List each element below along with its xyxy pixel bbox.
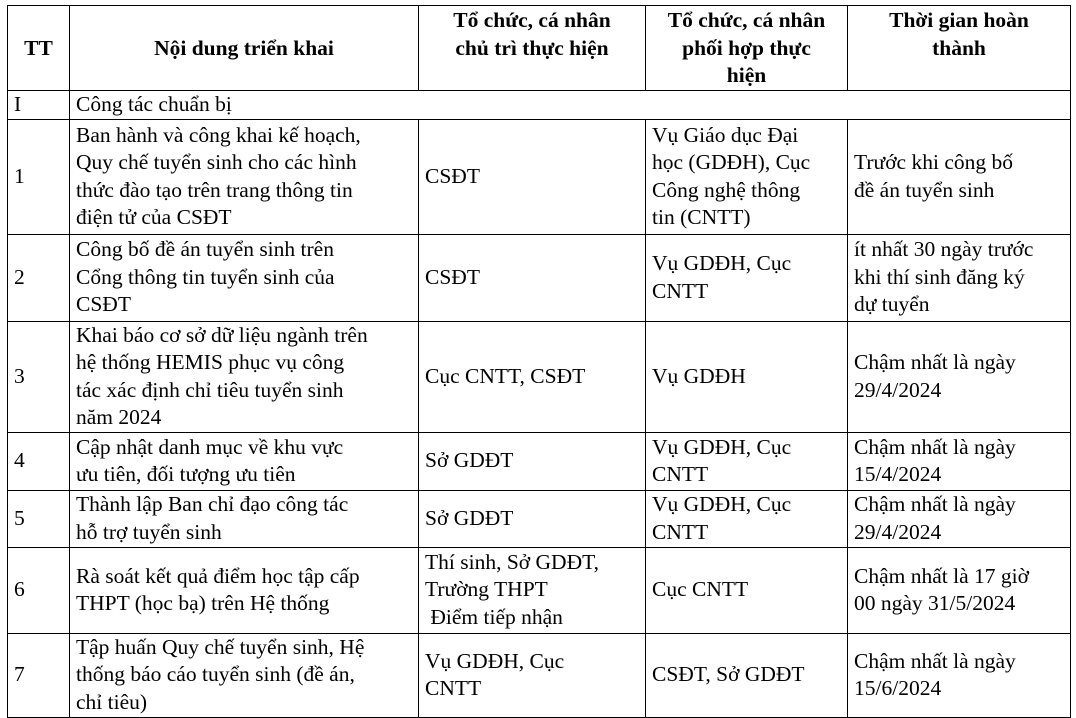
header-deadline [848, 6, 1071, 91]
row-coordinating-unit-line: CSĐT, Sở GDĐT [652, 662, 805, 687]
row-deadline [848, 633, 1071, 717]
header-lead [419, 6, 646, 91]
row-number: 6 [8, 547, 70, 633]
row-content-line: chỉ tiêu) [76, 689, 148, 714]
row-lead-unit-line: Vụ GDĐH, Cục [425, 648, 565, 673]
row-deadline [848, 547, 1071, 633]
row-coordinating-unit-line: Vụ Giáo dục Đại [652, 122, 799, 147]
row-deadline [848, 234, 1071, 321]
row-content-line: năm 2024 [76, 405, 162, 429]
row-content [70, 547, 419, 633]
row-lead-unit-line: Điểm tiếp nhận [425, 604, 563, 629]
row-number: 3 [8, 321, 70, 432]
row-number: 1 [8, 119, 70, 234]
row-lead-unit-line: Trường THPT [425, 577, 548, 602]
header-lead-line: Tổ chức, cá nhân [453, 8, 611, 32]
row-deadline-line: Trước khi công bố [854, 150, 1013, 174]
table-row [8, 490, 1071, 547]
row-content [70, 321, 419, 432]
row-deadline-line: 15/4/2024 [854, 462, 942, 486]
table-row [8, 119, 1071, 234]
row-content-line: Rà soát kết quả điểm học tập cấp [76, 563, 360, 588]
header-content: Nội dung triển khai [70, 6, 419, 91]
row-coordinating-unit-line: Vụ GDĐH, Cục [652, 434, 792, 459]
row-content-line: thức đào tạo trên trang thông tin [76, 177, 353, 202]
row-content-line: điện tử của CSĐT [76, 205, 232, 229]
row-coordinating-unit-line: Cục CNTT [652, 577, 749, 602]
row-deadline-line: Chậm nhất là ngày [854, 350, 1016, 374]
row-coordinating-unit-line: tin (CNTT) [652, 205, 751, 229]
row-number: 4 [8, 432, 70, 490]
row-coordinating-unit-line: CNTT [652, 278, 709, 303]
row-content [70, 119, 419, 234]
row-content [70, 432, 419, 490]
row-coordinating-unit-line: Vụ GDĐH, Cục [652, 251, 792, 275]
row-content [70, 490, 419, 547]
table-row [8, 234, 1071, 321]
row-deadline-line: Chậm nhất là 17 giờ [854, 563, 1029, 588]
row-lead-unit [419, 547, 646, 633]
row-content-line: Cập nhật danh mục về khu vực [76, 434, 344, 459]
row-content-line: Ban hành và công khai kế hoạch, [76, 122, 361, 147]
row-deadline-line: 15/6/2024 [854, 676, 942, 700]
row-number: 7 [8, 633, 70, 717]
deployment-plan-table [7, 5, 1071, 718]
table-row [8, 547, 1071, 633]
row-deadline-line: ít nhất 30 ngày trước [854, 237, 1034, 262]
row-deadline-line: 00 ngày 31/5/2024 [854, 591, 1016, 615]
row-content-line: Tập huấn Quy chế tuyển sinh, Hệ [76, 634, 365, 659]
row-lead-unit-line: CSĐT [425, 163, 480, 188]
row-deadline [848, 119, 1071, 234]
row-content-line: Cổng thông tin tuyển sinh của [76, 264, 335, 289]
row-coordinating-unit [646, 432, 848, 490]
row-content-line: CSĐT [76, 292, 131, 317]
row-content-line: Quy chế tuyển sinh cho các hình [76, 150, 357, 174]
row-coordinating-unit [646, 321, 848, 432]
row-deadline-line: 29/4/2024 [854, 377, 942, 402]
row-coordinating-unit [646, 633, 848, 717]
row-content [70, 234, 419, 321]
header-coord-line: phối hợp thực [682, 35, 811, 60]
row-lead-unit [419, 432, 646, 490]
row-coordinating-unit [646, 547, 848, 633]
table-row [8, 321, 1071, 432]
row-deadline-line: Chậm nhất là ngày [854, 648, 1016, 673]
row-number: 5 [8, 490, 70, 547]
row-content-line: THPT (học bạ) trên Hệ thống [76, 591, 330, 615]
row-content [70, 633, 419, 717]
row-deadline-line: đề án tuyển sinh [854, 177, 995, 202]
row-lead-unit-line: Cục CNTT, CSĐT [425, 363, 586, 388]
row-content-line: hệ thống HEMIS phục vụ công [76, 350, 345, 374]
row-content-line: Thành lập Ban chỉ đạo công tác [76, 492, 349, 516]
header-lead-line: chủ trì thực hiện [455, 35, 609, 60]
row-content-line: ưu tiên, đối tượng ưu tiên [76, 462, 296, 486]
row-coordinating-unit-line: Công nghệ thông [652, 177, 801, 202]
row-content-line: tác xác định chỉ tiêu tuyển sinh [76, 377, 344, 402]
row-deadline-line: Chậm nhất là ngày [854, 492, 1016, 516]
row-lead-unit [419, 321, 646, 432]
row-lead-unit [419, 490, 646, 547]
table-header-row [8, 6, 1071, 91]
row-lead-unit-line: CNTT [425, 676, 482, 700]
row-deadline [848, 432, 1071, 490]
row-deadline-line: dự tuyển [854, 292, 930, 317]
row-deadline-line: khi thí sinh đăng ký [854, 264, 1025, 289]
row-coordinating-unit-line: Vụ GDĐH, Cục [652, 492, 792, 516]
header-tt: TT [8, 6, 70, 91]
header-deadline-line: Thời gian hoàn [889, 8, 1029, 32]
row-lead-unit [419, 119, 646, 234]
row-coordinating-unit-line: học (GDĐH), Cục [652, 150, 811, 174]
row-content-line: Công bố đề án tuyển sinh trên [76, 237, 334, 262]
row-coordinating-unit-line: CNTT [652, 519, 709, 544]
section-row [8, 90, 1071, 119]
section-title: Công tác chuẩn bị [70, 90, 1071, 119]
row-deadline [848, 321, 1071, 432]
row-coordinating-unit-line: Vụ GDĐH [652, 363, 746, 388]
table-row [8, 633, 1071, 717]
row-content-line: thống báo cáo tuyển sinh (đề án, [76, 662, 355, 687]
row-lead-unit [419, 234, 646, 321]
row-coordinating-unit [646, 119, 848, 234]
header-deadline-line: thành [932, 35, 986, 60]
row-content-line: hỗ trợ tuyển sinh [76, 519, 222, 544]
section-number: I [8, 90, 70, 119]
row-lead-unit-line: Sở GDĐT [425, 448, 514, 473]
row-lead-unit-line: Sở GDĐT [425, 505, 514, 530]
row-number: 2 [8, 234, 70, 321]
row-coordinating-unit [646, 490, 848, 547]
table-row [8, 432, 1071, 490]
header-coord [646, 6, 848, 91]
row-lead-unit [419, 633, 646, 717]
row-deadline-line: 29/4/2024 [854, 519, 942, 544]
row-coordinating-unit [646, 234, 848, 321]
header-coord-line: Tổ chức, cá nhân [667, 8, 826, 32]
row-content-line: Khai báo cơ sở dữ liệu ngành trên [76, 322, 368, 347]
row-coordinating-unit-line: CNTT [652, 462, 709, 486]
header-coord-line: hiện [726, 63, 767, 87]
row-lead-unit-line: CSĐT [425, 264, 480, 289]
row-deadline [848, 490, 1071, 547]
row-deadline-line: Chậm nhất là ngày [854, 434, 1016, 459]
row-lead-unit-line: Thí sinh, Sở GDĐT, [425, 549, 600, 574]
